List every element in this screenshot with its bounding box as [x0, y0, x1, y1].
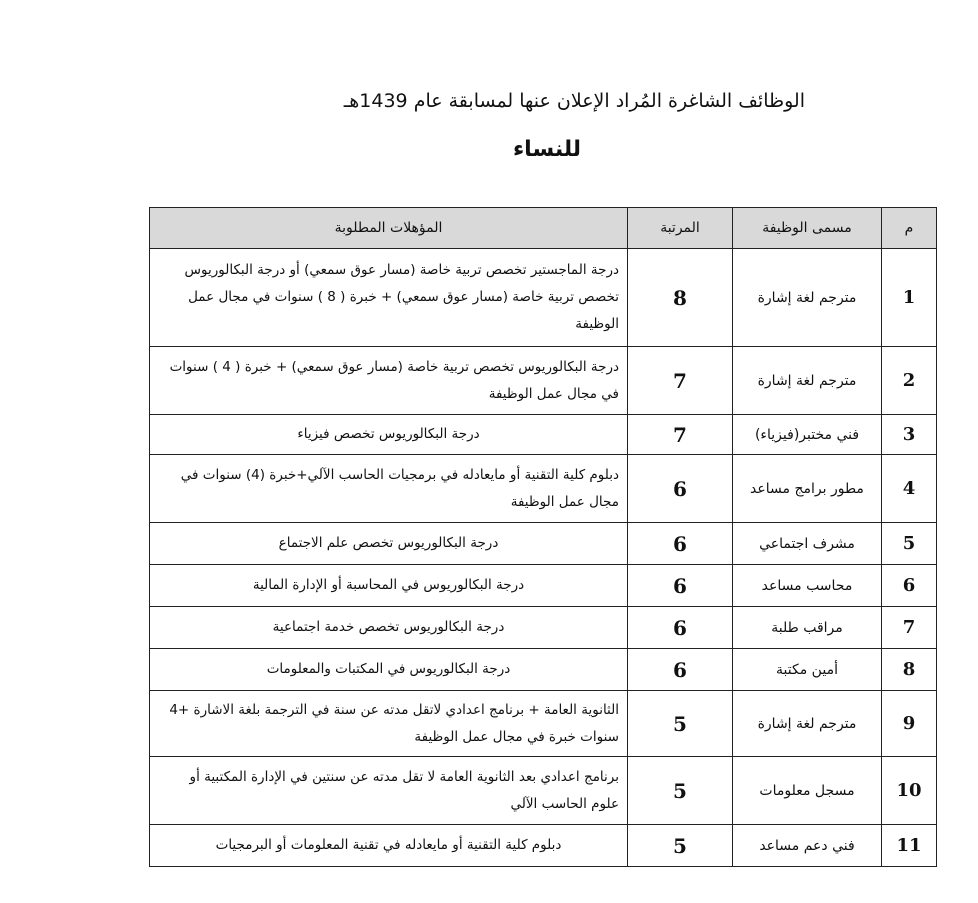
vacancies-table — [149, 207, 937, 867]
row-num: 5 — [882, 523, 937, 565]
row-num: 2 — [882, 347, 937, 415]
subtitle-text: للنساء — [512, 137, 582, 162]
row-qualifications: درجة البكالوريوس في المحاسبة أو الإدارة المالية — [150, 565, 628, 607]
row-qualifications: دبلوم كلية التقنية أو مايعادله في برمجيات الحاسب الآلي+خبرة (4) سنوات في مجال عمل الوظيفة — [150, 455, 628, 523]
row-grade: 5 — [628, 757, 733, 825]
row-num: 11 — [882, 825, 937, 867]
table-header-row — [150, 208, 937, 249]
table-row — [150, 415, 937, 455]
row-num: 4 — [882, 455, 937, 523]
row-grade: 6 — [628, 649, 733, 691]
page-subtitle — [0, 137, 978, 162]
row-grade: 5 — [628, 825, 733, 867]
table-row — [150, 565, 937, 607]
header-grade: المرتبة — [628, 208, 733, 249]
row-num: 10 — [882, 757, 937, 825]
table-row — [150, 347, 937, 415]
row-job-title: مسجل معلومات — [733, 757, 882, 825]
row-qualifications: درجة الماجستير تخصص تربية خاصة (مسار عوق سمعي) أو درجة البكالوريوس تخصص تربية خاصة (مسار عوق سمعي) + خبرة ( 8 ) سنوات في مجال عمل الوظيفة — [150, 249, 628, 347]
table-row — [150, 825, 937, 867]
table-row — [150, 523, 937, 565]
row-num: 1 — [882, 249, 937, 347]
table-row — [150, 607, 937, 649]
row-job-title: أمين مكتبة — [733, 649, 882, 691]
row-qualifications: درجة البكالوريوس تخصص علم الاجتماع — [150, 523, 628, 565]
row-job-title: مترجم لغة إشارة — [733, 249, 882, 347]
row-qualifications: درجة البكالوريوس تخصص تربية خاصة (مسار عوق سمعي) + خبرة ( 4 ) سنوات في مجال عمل الوظيفة — [150, 347, 628, 415]
row-num: 6 — [882, 565, 937, 607]
row-grade: 7 — [628, 347, 733, 415]
row-grade: 5 — [628, 691, 733, 757]
row-job-title: مترجم لغة إشارة — [733, 347, 882, 415]
row-qualifications: درجة البكالوريوس في المكتبات والمعلومات — [150, 649, 628, 691]
row-qualifications: الثانوية العامة + برنامج اعدادي لاتقل مدته عن سنة في الترجمة بلغة الاشارة +4 سنوات خبرة في مجال عمل الوظيفة — [150, 691, 628, 757]
table-row — [150, 757, 937, 825]
row-grade: 6 — [628, 607, 733, 649]
row-job-title: فني مختبر(فيزياء) — [733, 415, 882, 455]
table-row — [150, 249, 937, 347]
row-grade: 7 — [628, 415, 733, 455]
row-grade: 6 — [628, 523, 733, 565]
row-qualifications: درجة البكالوريوس تخصص فيزياء — [150, 415, 628, 455]
row-job-title: مشرف اجتماعي — [733, 523, 882, 565]
row-num: 8 — [882, 649, 937, 691]
row-qualifications: درجة البكالوريوس تخصص خدمة اجتماعية — [150, 607, 628, 649]
row-qualifications: دبلوم كلية التقنية أو مايعادله في تقنية المعلومات أو البرمجيات — [150, 825, 628, 867]
row-job-title: مطور برامج مساعد — [733, 455, 882, 523]
row-job-title: مترجم لغة إشارة — [733, 691, 882, 757]
row-num: 3 — [882, 415, 937, 455]
row-job-title: فني دعم مساعد — [733, 825, 882, 867]
row-job-title: محاسب مساعد — [733, 565, 882, 607]
row-job-title: مراقب طلبة — [733, 607, 882, 649]
page-title: الوظائف الشاغرة المُراد الإعلان عنها لمسابقة عام 1439هـ — [343, 90, 805, 112]
header-job-title: مسمى الوظيفة — [733, 208, 882, 249]
table-row — [150, 649, 937, 691]
row-qualifications: برنامج اعدادي بعد الثانوية العامة لا تقل مدته عن سنتين في الإدارة المكتبية أو علوم الحاسب الآلي — [150, 757, 628, 825]
table-row — [150, 455, 937, 523]
row-num: 7 — [882, 607, 937, 649]
table-row — [150, 691, 937, 757]
row-num: 9 — [882, 691, 937, 757]
header-qualifications: المؤهلات المطلوبة — [150, 208, 628, 249]
row-grade: 6 — [628, 455, 733, 523]
row-grade: 6 — [628, 565, 733, 607]
header-num: م — [882, 208, 937, 249]
row-grade: 8 — [628, 249, 733, 347]
